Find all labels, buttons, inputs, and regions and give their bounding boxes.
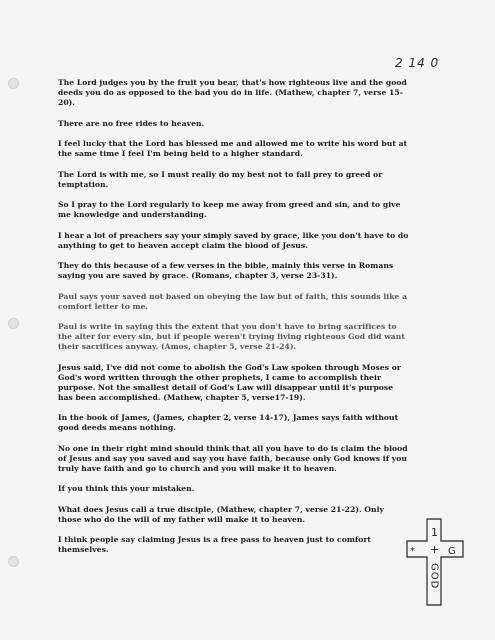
document-body bbox=[58, 78, 410, 566]
paragraph: Paul says your saved not based on obeying the law but of faith, this sounds like a comfort letter to me. bbox=[58, 291, 408, 311]
cross-outline-icon bbox=[405, 517, 465, 607]
paragraph: There are no free rides to heaven. bbox=[58, 118, 205, 128]
paragraph: So I pray to the Lord regularly to keep me away from greed and sin, and to give me knowledge and understanding. bbox=[58, 200, 401, 219]
paragraph: Jesus said, I've did not come to abolish the God's Law spoken through Moses or God's word written through the other prophets, I came to accomplish their purpose. Not the smallest detail of God's Law will disappear until it's purpose has been accomplished. (Mathew, chapter 5, verse17-19). bbox=[58, 362, 401, 402]
paragraph: In the book of James, (James, chapter 2, verse 14-17), James says faith without good deeds means nothing. bbox=[58, 413, 399, 432]
paragraph: The Lord is with me, so I must really do my best not to fall prey to greed or temptation. bbox=[58, 169, 383, 189]
cross-center-mark: + bbox=[430, 543, 440, 556]
paragraph: Paul is write in saying this the extent that you don't have to bring sacrifices to the alter for every sin, but if people weren't trying living righteous God did want their sacrifices anyway. (Amos, chapter 5, verse 21-24). bbox=[58, 322, 405, 351]
cross-top-mark: 1 bbox=[431, 526, 438, 539]
paragraph: No one in their right mind should think that all you have to do is claim the blood of Jesus and say you saved and say you have faith, because only God knows if you truly have faith and go to church and you will make it to heaven. bbox=[58, 443, 408, 473]
paragraph: The Lord judges you by the fruit you bear, that's how righteous live and the good deeds you do as opposed to the bad you do in life. (Mathew, chapter 7, verse 15-20). bbox=[58, 78, 407, 107]
cross-right-mark: G bbox=[448, 546, 456, 557]
paragraph: I think people say claiming Jesus is a free pass to heaven just to comfort themselves. bbox=[58, 535, 371, 554]
handwritten-cross-drawing bbox=[405, 517, 465, 607]
paragraph: I hear a lot of preachers say your simply saved by grace, like you don't have to do anything to get to heaven accept claim the blood of Jesus. bbox=[58, 230, 409, 250]
binder-hole bbox=[8, 556, 19, 567]
cross-bottom-word: GOD bbox=[428, 563, 440, 590]
paragraph: They do this because of a few verses in the bible, mainly this verse in Romans saying you are saved by grace. (Romans, chapter 3, verse 23-31). bbox=[58, 261, 394, 280]
page-number: 2 14 0 bbox=[395, 56, 440, 70]
paragraph: If you think this your mistaken. bbox=[58, 484, 195, 493]
paragraph: I feel lucky that the Lord has blessed me and allowed me to write his word but at the same time I feel I'm being held to a higher standard. bbox=[58, 139, 408, 158]
binder-hole bbox=[8, 78, 19, 89]
binder-hole bbox=[8, 318, 19, 329]
paragraph: What does Jesus call a true disciple, (Mathew, chapter 7, verse 21-22). Only those who do the will of my father will make it to heaven. bbox=[58, 504, 385, 524]
cross-left-mark: * bbox=[410, 546, 415, 557]
